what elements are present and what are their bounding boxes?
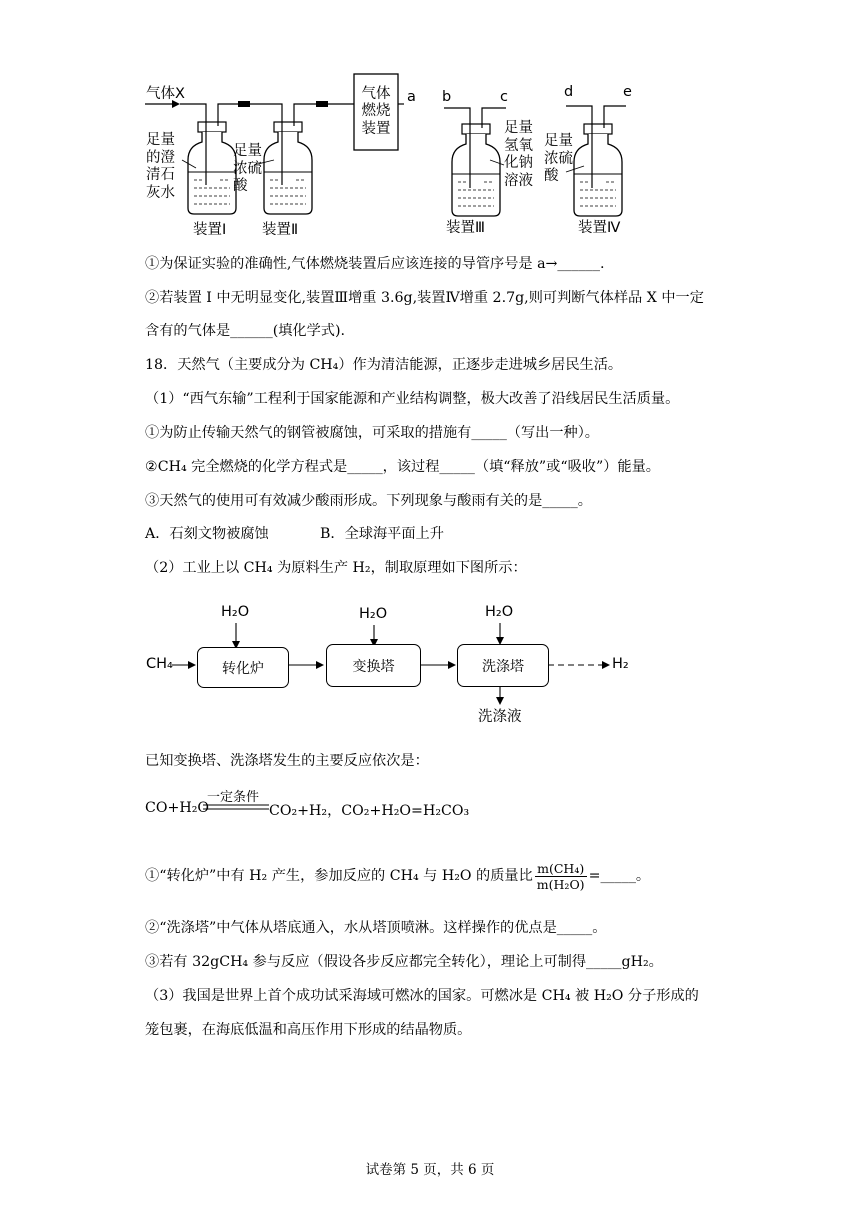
port-a: a xyxy=(407,89,416,105)
equation-equal-sign xyxy=(203,803,269,811)
flow-water-1: H₂O xyxy=(221,604,250,620)
bottle2-reagent: 足量浓硫酸 xyxy=(233,143,262,194)
port-e: e xyxy=(623,84,632,100)
device-1-label: 装置Ⅰ xyxy=(193,222,227,238)
burner-label: 气体燃烧装置 xyxy=(361,85,391,137)
flow-input-ch4: CH₄ xyxy=(146,656,173,672)
q18-p1-q2: ②CH₄ 完全燃烧的化学方程式是_____，该过程_____（填“释放”或“吸收”）能量。 xyxy=(145,459,660,475)
q18-p3-line2: 笼包裹，在海底低温和高压作用下形成的结晶物质。 xyxy=(145,1022,472,1038)
bottle1-reagent: 足量的澄清石灰水 xyxy=(146,132,175,201)
equation-condition: 一定条件 xyxy=(207,790,260,805)
bottle4-reagent: 足量浓硫酸 xyxy=(544,133,573,184)
flow-output-h2: H₂ xyxy=(612,656,629,672)
gas-x-label: 气体X xyxy=(146,86,185,102)
q18-p2-q1 xyxy=(145,856,650,896)
apparatus-drawing xyxy=(0,0,860,250)
port-b: b xyxy=(442,89,452,105)
scrubber-tower-box xyxy=(457,644,549,687)
equation-right: CO₂+H₂，CO₂+H₂O=H₂CO₃ xyxy=(269,803,470,819)
flow-water-2: H₂O xyxy=(359,606,388,622)
bottle3-reagent: 足量氢氧化钠溶液 xyxy=(504,120,533,189)
q18-p2-q3: ③若有 32gCH₄ 参与反应（假设各步反应都完全转化），理论上可制得_____gH₂。 xyxy=(145,954,663,970)
flow-arrows xyxy=(0,595,860,735)
q18-p2-q1-text: ①“转化炉”中有 H₂ 产生，参加反应的 CH₄ 与 H₂O 的质量比 xyxy=(145,868,533,884)
fraction-numerator: m(CH₄) xyxy=(535,861,587,877)
q18-p2-intro: （2）工业上以 CH₄ 为原料生产 H₂，制取原理如下图所示： xyxy=(145,560,527,576)
q18-option-a: A．石刻文物被腐蚀 xyxy=(145,526,269,542)
converter-furnace-label: 转化炉 xyxy=(222,660,264,677)
q18-title: 18．天然气（主要成分为 CH₄）作为清洁能源，正逐步走进城乡居民生活。 xyxy=(145,357,623,373)
q17-part2-line2: 含有的气体是______(填化学式). xyxy=(145,323,346,339)
reaction-equation xyxy=(145,786,545,826)
mass-ratio-fraction xyxy=(535,861,587,892)
shift-tower-label: 变换塔 xyxy=(352,658,395,675)
q18-p1-intro: （1）“西气东输”工程利于国家能源和产业结构调整，极大改善了沿线居民生活质量。 xyxy=(145,391,680,407)
port-c: c xyxy=(500,89,508,105)
port-d: d xyxy=(564,84,574,100)
q18-p2-q2: ②“洗涤塔”中气体从塔底通入，水从塔顶喷淋。这样操作的优点是_____。 xyxy=(145,920,607,936)
device-3-label: 装置Ⅲ xyxy=(446,220,485,236)
converter-furnace-box xyxy=(197,647,289,688)
flow-water-3: H₂O xyxy=(485,604,514,620)
scrubber-tower-label: 洗涤塔 xyxy=(482,658,524,675)
q18-option-b: B．全球海平面上升 xyxy=(320,526,444,542)
q18-p3-line1: （3）我国是世界上首个成功试采海域可燃冰的国家。可燃冰是 CH₄ 被 H₂O 分子形成的 xyxy=(145,988,699,1004)
gas-burner-device xyxy=(354,74,398,150)
q18-p2-q1-answer-blank: =_____。 xyxy=(588,868,651,884)
shift-tower-box xyxy=(326,644,421,687)
fraction-denominator: m(H₂O) xyxy=(536,876,585,892)
equation-left: CO+H₂O xyxy=(145,800,210,816)
flow-washing-liquid: 洗涤液 xyxy=(478,709,522,725)
q18-known-reactions: 已知变换塔、洗涤塔发生的主要反应依次是： xyxy=(145,753,429,769)
device-2-label: 装置Ⅱ xyxy=(262,222,299,238)
device-4-label: 装置Ⅳ xyxy=(578,220,621,236)
q18-p1-q1: ①为防止传输天然气的钢管被腐蚀，可采取的措施有_____（写出一种）。 xyxy=(145,425,599,441)
q18-p1-q3: ③天然气的使用可有效减少酸雨形成。下列现象与酸雨有关的是_____。 xyxy=(145,493,592,509)
q17-part1: ①为保证实验的准确性,气体燃烧装置后应该连接的导管序号是 a→______. xyxy=(145,256,605,272)
page-footer: 试卷第 5 页，共 6 页 xyxy=(365,1162,495,1178)
q17-part2-line1: ②若装置 I 中无明显变化,装置Ⅲ增重 3.6g,装置Ⅳ增重 2.7g,则可判断气体样品 X 中一定 xyxy=(145,290,704,306)
